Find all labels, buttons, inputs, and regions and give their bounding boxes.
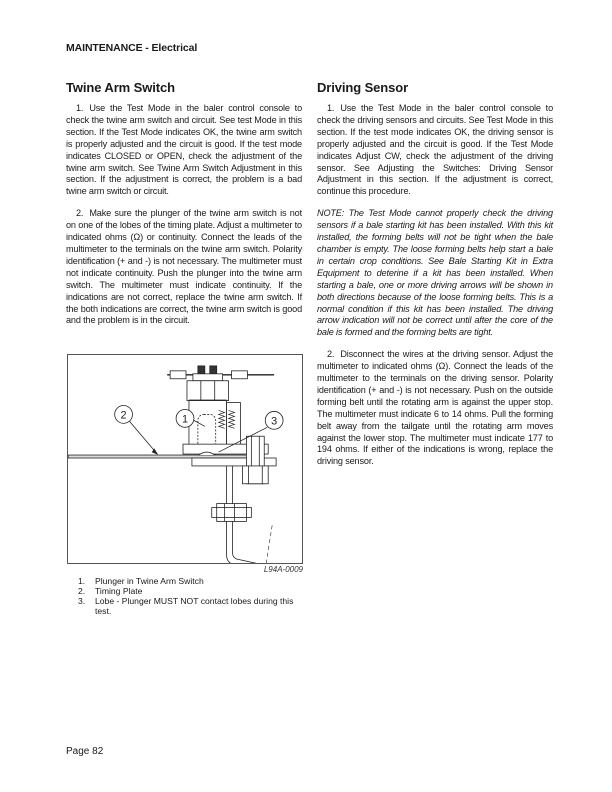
step-text: Disconnect the wires at the driving sensor. Adjust the multimeter to indicated ohms (Ω). Connect the leads of the multimeter to the terminals on the driving sensor. Polarity identification (+ and -) is not necessary. Push on the outside forming belt until the rotating arm is against the upper stop. The multimeter must indicate 6 to 14 ohms. Pull the forming belt away from the tailgate until the rotating arm moves against the lower stop. The multimeter must indicate 177 to 194 ohms. If either of the indications is wrong, replace the driving sensor. bbox=[317, 349, 553, 467]
running-head: MAINTENANCE - Electrical bbox=[66, 42, 198, 54]
step-text: Make sure the plunger of the twine arm switch is not on one of the lobes of the timing plate. Adjust a multimeter to indicated ohms (Ω) or continuity. Connect the leads of the multimeter to the terminals on the twine arm switch. Polarity identification (+ and -) is not necessary. The multimeter must not indicate continuity. Push the plunger into the twine arm switch. The multimeter must indicate continuity. If the indications are not correct, replace the twine arm switch. If the both indications are correct, the twine arm switch is good and the problem is in the circuit. bbox=[66, 208, 302, 326]
step-paragraph bbox=[317, 349, 553, 468]
step-text: Use the Test Mode in the baler control console to check the twine arm switch and circuit. See test Mode in this section. If the Test Mode indicates OK, the twine arm switch is properly adjusted and the circuit is good. If the test mode indicates CLOSED or OPEN, check the adjustment of the twine arm switch. See Twine Arm Switch Adjustment in this section. If the adjustment is correct, the problem is a bad twine arm switch or circuit. bbox=[66, 103, 302, 197]
step-text: Use the Test Mode in the baler control console to check the driving sensors and circuits. See Test Mode in this section. If the test mode indicates OK, the driving sensor is properly adjusted and the circuit is good. If the Test Mode indicates Adjust CW, check the adjustment of the driving sensor. See Adjusting the Switches: Driving Sensor Adjustment in this section. If the adjustment is correct, continue this procedure. bbox=[317, 103, 553, 197]
step-paragraph bbox=[66, 208, 302, 327]
page-number: Page 82 bbox=[66, 746, 104, 757]
driving-sensor-section bbox=[317, 80, 553, 478]
twine-arm-switch-diagram bbox=[67, 354, 303, 564]
note-paragraph: NOTE: The Test Mode cannot properly check the driving sensors if a bale starting kit has been installed. With this kit installed, the forming belts will not be tight when the bale chamber is empty. The loose forming belts help start a bale in certain crop conditions. See Bale Starting Kit in Extra Equipment to deterine if a kit has been installed. When starting a bale, one or more driving arrows will be shown in both directions because of the loose forming belts. This is a normal condition if this kit has been installed. The driving arrow indication will not be correct until after the core of the bale is formed and the forming belts are tight. bbox=[317, 208, 553, 338]
section-title-twine-arm-switch: Twine Arm Switch bbox=[66, 80, 175, 95]
legend-item bbox=[78, 576, 303, 586]
figure-id: L94A-0009 bbox=[263, 565, 303, 574]
legend-text: Plunger in Twine Arm Switch bbox=[95, 576, 204, 586]
twine-arm-switch-section bbox=[66, 80, 302, 337]
callout-1: 1 bbox=[181, 413, 189, 426]
step-number: 1. bbox=[327, 103, 335, 113]
section-title-driving-sensor: Driving Sensor bbox=[317, 80, 409, 95]
step-paragraph bbox=[317, 103, 553, 198]
figure-legend bbox=[78, 576, 303, 616]
legend-number: 1. bbox=[78, 576, 86, 586]
legend-item bbox=[78, 596, 303, 616]
legend-number: 2. bbox=[78, 586, 86, 596]
step-number: 1. bbox=[76, 103, 84, 113]
callout-3: 3 bbox=[271, 415, 278, 428]
step-number: 2. bbox=[327, 349, 335, 360]
callout-2: 2 bbox=[120, 409, 127, 422]
legend-text: Timing Plate bbox=[95, 586, 143, 596]
step-number: 2. bbox=[76, 208, 84, 219]
legend-number: 3. bbox=[78, 596, 86, 606]
step-paragraph bbox=[66, 103, 302, 198]
legend-text: Lobe - Plunger MUST NOT contact lobes during this test. bbox=[95, 596, 294, 616]
legend-item bbox=[78, 586, 303, 596]
